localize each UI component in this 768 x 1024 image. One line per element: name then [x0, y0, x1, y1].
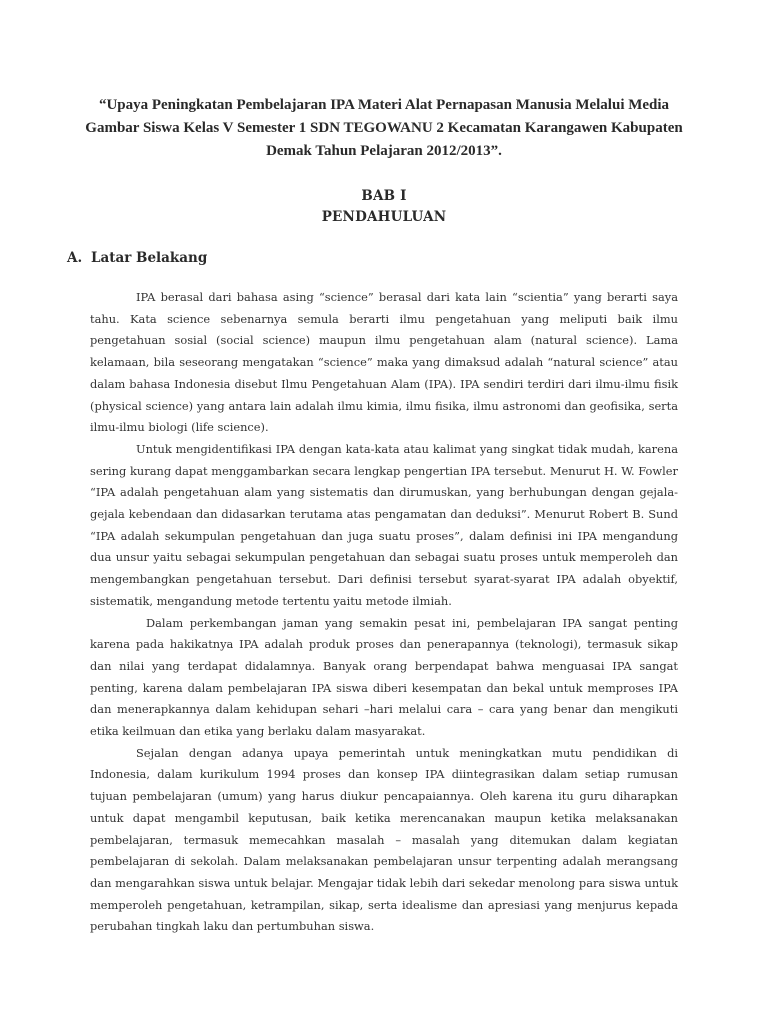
paragraph-3: Dalam perkembangan jaman yang semakin pesat ini, pembelajaran IPA sangat penting karena pada hakikatnya IPA adalah produk proses dan penerapannya (teknologi), termasuk sikap dan nilai yang terdapat didalamnya. Banyak orang berpendapat bahwa menguasai IPA sangat penting, karena dalam pembelajaran IPA siswa diberi kesempatan dan bekal untuk memproses IPA dan menerapkannya dalam kehidupan sehari –hari melalui cara – cara yang benar dan mengikuti etika keilmuan dan etika yang berlaku dalam masyarakat. [90, 615, 678, 739]
section-heading [67, 248, 207, 268]
body-text [90, 287, 678, 938]
chapter-title: PENDAHULUAN [321, 209, 447, 225]
paragraph-1: IPA berasal dari bahasa asing “science” berasal dari kata lain “scientia” yang berarti saya tahu. Kata science sebenarnya semula berarti ilmu pengetahuan yang meliputi baik ilmu pengetahuan sosial (social science) maupun ilmu pengetahuan alam (natural science). Lama kelamaan, bila seseorang mengatakan “science” maka yang dimaksud adalah “natural science” atau dalam bahasa Indonesia disebut Ilmu Pengetahuan Alam (IPA). IPA sendiri terdiri dari ilmu-ilmu fisik (physical science) yang antara lain adalah ilmu kimia, ilmu fisika, ilmu astronomi dan geofisika, serta ilmu-ilmu biologi (life science). [90, 290, 678, 435]
chapter-number: BAB I [361, 188, 407, 204]
section-letter: A. [67, 250, 83, 266]
paragraph-2: Untuk mengidentifikasi IPA dengan kata-kata atau kalimat yang singkat tidak mudah, karena sering kurang dapat menggambarkan secara lengkap pengertian IPA tersebut. Menurut H. W. Fowler “IPA adalah pengetahuan alam yang sistematis dan dirumuskan, yang berhubungan dengan gejala-gejala kebendaan dan didasarkan terutama atas pengamatan dan deduksi”. Menurut Robert B. Sund “IPA adalah sekumpulan pengetahuan dan juga suatu proses”, dalam definisi ini IPA mengandung dua unsur yaitu sebagai sekumpulan pengetahuan dan sebagai suatu proses untuk memperoleh dan mengembangkan pengetahuan tersebut. Dari definisi tersebut syarat-syarat IPA adalah obyektif, sistematik, mengandung metode tertentu yaitu metode ilmiah. [90, 441, 678, 608]
document-title: “Upaya Peningkatan Pembelajaran IPA Materi Alat Pernapasan Manusia Melalui Media Gambar Siswa Kelas V Semester 1 SDN TEGOWANU 2 Kecamatan Karangawen Kabupaten Demak Tahun Pelajaran 2012/2013”. [85, 97, 683, 159]
section-title: Latar Belakang [91, 250, 208, 266]
paragraph-4: Sejalan dengan adanya upaya pemerintah untuk meningkatkan mutu pendidikan di Indonesia, dalam kurikulum 1994 proses dan konsep IPA diintegrasikan dalam setiap rumusan tujuan pembelajaran (umum) yang harus diukur pencapaiannya. Oleh karena itu guru diharapkan untuk dapat mengambil keputusan, baik ketika merencanakan maupun ketika melaksanakan pembelajaran, termasuk memecahkan masalah – masalah yang ditemukan dalam kegiatan pembelajaran di sekolah. Dalam melaksanakan pembelajaran unsur terpenting adalah merangsang dan mengarahkan siswa untuk belajar. Mengajar tidak lebih dari sekedar menolong para siswa untuk memperoleh pengetahuan, ketrampilan, sikap, serta idealisme dan apresiasi yang menjurus kepada perubahan tingkah laku dan pertumbuhan siswa. [90, 745, 678, 934]
